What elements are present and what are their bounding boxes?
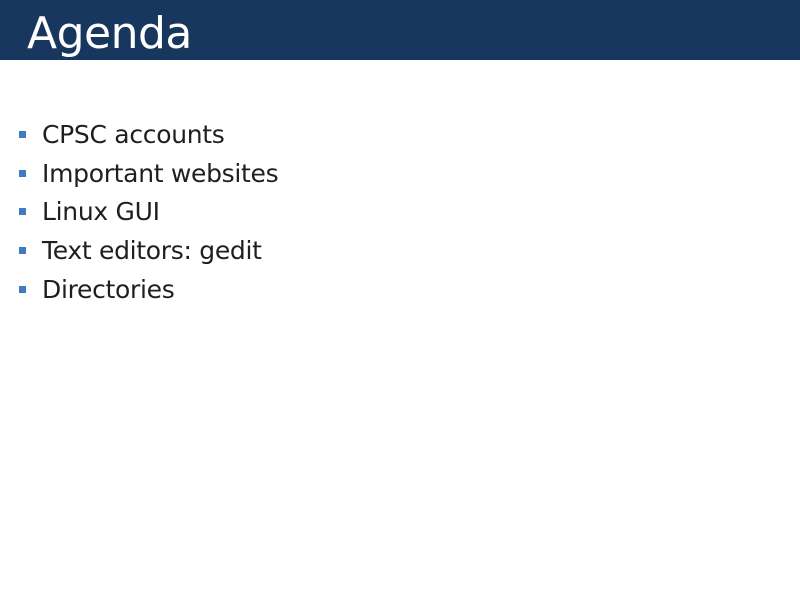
- agenda-item-label: CPSC accounts: [42, 119, 225, 149]
- square-bullet-icon: [19, 208, 26, 215]
- agenda-list: [19, 115, 278, 309]
- agenda-item-label: Important websites: [42, 158, 279, 188]
- square-bullet-icon: [19, 170, 26, 177]
- slide-title: Agenda: [27, 8, 192, 59]
- title-bar: [0, 0, 800, 60]
- square-bullet-icon: [19, 247, 26, 254]
- agenda-item-label: Directories: [42, 274, 175, 304]
- square-bullet-icon: [19, 286, 26, 293]
- agenda-item-label: Linux GUI: [42, 197, 160, 227]
- agenda-item-directories: [19, 270, 278, 309]
- agenda-item-linux-gui: [19, 193, 278, 232]
- agenda-item-text-editors: [19, 231, 278, 270]
- agenda-item-cpsc-accounts: [19, 115, 278, 154]
- agenda-item-important-websites: [19, 154, 278, 193]
- square-bullet-icon: [19, 131, 26, 138]
- agenda-item-label: Text editors: gedit: [42, 236, 262, 266]
